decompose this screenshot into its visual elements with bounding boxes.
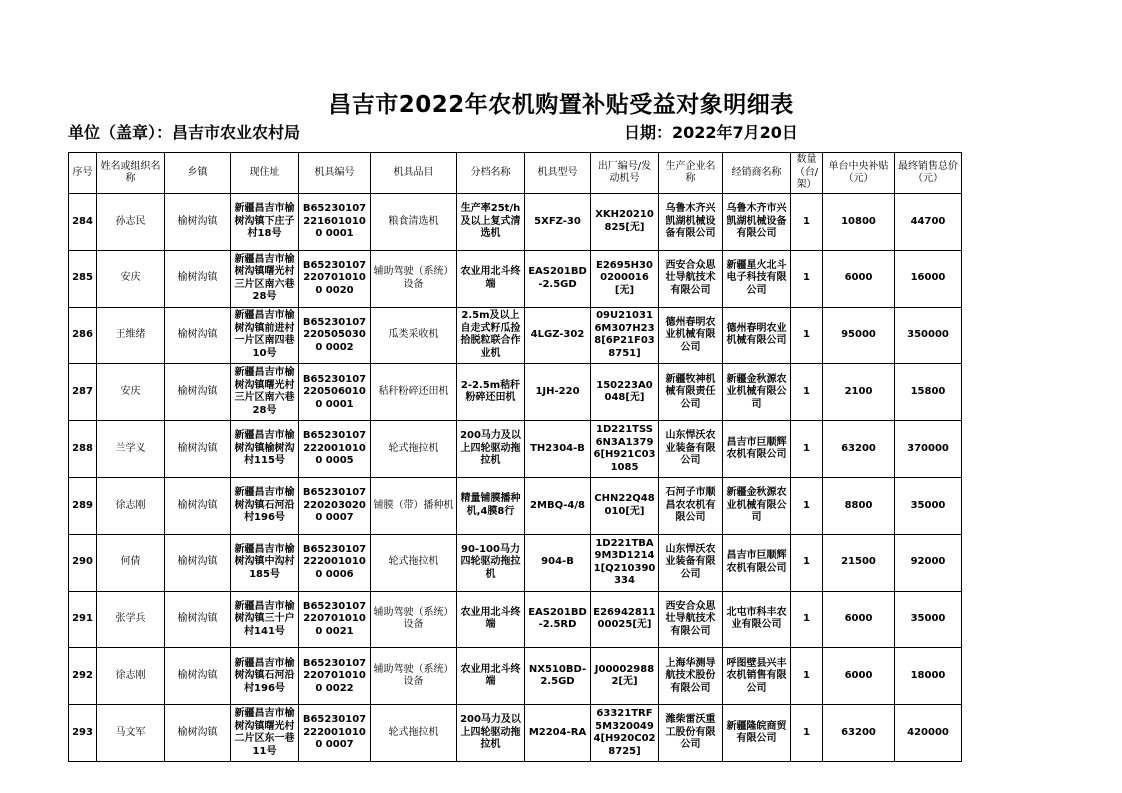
name-cell: 马文军 xyxy=(97,705,165,762)
address-cell: 新疆昌吉市榆树沟镇曙光村二片区东一巷11号 xyxy=(231,705,299,762)
model-cell: M2204-RA xyxy=(525,705,591,762)
category-cell: 轮式拖拉机 xyxy=(371,705,457,762)
name-cell: 安庆 xyxy=(97,250,165,307)
grade-cell: 农业用北斗终端 xyxy=(457,250,525,307)
serial-cell: CHN22Q48010[无] xyxy=(591,477,659,534)
price-cell: 350000 xyxy=(895,307,962,364)
grade-cell: 农业用北斗终端 xyxy=(457,648,525,705)
price-cell: 420000 xyxy=(895,705,962,762)
col-header: 数量（台/架） xyxy=(791,153,823,194)
subsidy-cell: 21500 xyxy=(823,534,895,591)
category-cell: 秸秆粉碎还田机 xyxy=(371,364,457,421)
grade-cell: 90-100马力四轮驱动拖拉机 xyxy=(457,534,525,591)
model-cell: 1JH-220 xyxy=(525,364,591,421)
col-header: 乡镇 xyxy=(165,153,231,194)
address-cell: 新疆昌吉市榆树沟镇前进村一片区南四巷10号 xyxy=(231,307,299,364)
qty-cell: 1 xyxy=(791,194,823,251)
seq-cell: 289 xyxy=(69,477,97,534)
seq-cell: 288 xyxy=(69,421,97,478)
serial-cell: 1D221TSS6N3A13796[H921C031085 xyxy=(591,421,659,478)
address-cell: 新疆昌吉市榆树沟镇曙光村三片区南六巷28号 xyxy=(231,364,299,421)
address-cell: 新疆昌吉市榆树沟镇曙光村三片区南六巷28号 xyxy=(231,250,299,307)
seq-cell: 287 xyxy=(69,364,97,421)
subsidy-cell: 6000 xyxy=(823,591,895,648)
machine-no-cell: B652301072205060100 0001 xyxy=(299,364,371,421)
seq-cell: 286 xyxy=(69,307,97,364)
grade-cell: 生产率25t/h及以上复式清选机 xyxy=(457,194,525,251)
machine-no-cell: B652301072207010100 0021 xyxy=(299,591,371,648)
maker-cell: 乌鲁木齐兴凯湖机械设备有限公司 xyxy=(659,194,723,251)
serial-cell: 63321TRF5M3200494[H920C028725] xyxy=(591,705,659,762)
maker-cell: 石河子市顺昌农农机有限公司 xyxy=(659,477,723,534)
grade-cell: 农业用北斗终端 xyxy=(457,591,525,648)
serial-cell: E2694281100025[无] xyxy=(591,591,659,648)
subsidy-cell: 63200 xyxy=(823,705,895,762)
dealer-cell: 北屯市科丰农业有限公司 xyxy=(723,591,791,648)
machine-no-cell: B652301072220010100 0005 xyxy=(299,421,371,478)
machine-no-cell: B652301072220010100 0006 xyxy=(299,534,371,591)
category-cell: 粮食清选机 xyxy=(371,194,457,251)
address-cell: 新疆昌吉市榆树沟镇石河沿村196号 xyxy=(231,648,299,705)
table-row xyxy=(69,364,962,421)
dealer-cell: 新疆金秋源农业机械有限公司 xyxy=(723,364,791,421)
machine-no-cell: B652301072205050300 0002 xyxy=(299,307,371,364)
grade-cell: 2-2.5m秸秆粉碎还田机 xyxy=(457,364,525,421)
category-cell: 辅助驾驶（系统）设备 xyxy=(371,591,457,648)
qty-cell: 1 xyxy=(791,364,823,421)
table-header-row xyxy=(69,153,962,194)
serial-cell: 1D221TBA9M3D12141[Q210390334 xyxy=(591,534,659,591)
col-header: 姓名或组织名称 xyxy=(97,153,165,194)
seq-cell: 284 xyxy=(69,194,97,251)
address-cell: 新疆昌吉市榆树沟镇榆树沟村115号 xyxy=(231,421,299,478)
subsidy-cell: 6000 xyxy=(823,648,895,705)
machine-no-cell: B652301072207010100 0022 xyxy=(299,648,371,705)
price-cell: 18000 xyxy=(895,648,962,705)
dealer-cell: 新疆隆皖商贸有限公司 xyxy=(723,705,791,762)
subsidy-table xyxy=(68,152,962,762)
model-cell: 4LGZ-302 xyxy=(525,307,591,364)
table-row xyxy=(69,591,962,648)
unit-label: 单位（盖章）：昌吉市农业农村局 xyxy=(68,123,301,142)
table-row xyxy=(69,250,962,307)
serial-cell: XKH20210825[无] xyxy=(591,194,659,251)
model-cell: 2MBQ-4/8 xyxy=(525,477,591,534)
category-cell: 轮式拖拉机 xyxy=(371,421,457,478)
price-cell: 35000 xyxy=(895,477,962,534)
subsidy-cell: 2100 xyxy=(823,364,895,421)
machine-no-cell: B652301072220010100 0007 xyxy=(299,705,371,762)
dealer-cell: 呼图壁县兴丰农机销售有限公司 xyxy=(723,648,791,705)
seq-cell: 290 xyxy=(69,534,97,591)
grade-cell: 200马力及以上四轮驱动拖拉机 xyxy=(457,421,525,478)
seq-cell: 293 xyxy=(69,705,97,762)
model-cell: NX510BD-2.5GD xyxy=(525,648,591,705)
town-cell: 榆树沟镇 xyxy=(165,534,231,591)
town-cell: 榆树沟镇 xyxy=(165,194,231,251)
maker-cell: 山东悍沃农业装备有限公司 xyxy=(659,534,723,591)
town-cell: 榆树沟镇 xyxy=(165,364,231,421)
date-label: 日期：2022年7月20日 xyxy=(624,123,798,142)
address-cell: 新疆昌吉市榆树沟镇三十户村141号 xyxy=(231,591,299,648)
name-cell: 徐志刚 xyxy=(97,648,165,705)
maker-cell: 山东悍沃农业装备有限公司 xyxy=(659,421,723,478)
dealer-cell: 昌吉市巨顺辉农机有限公司 xyxy=(723,421,791,478)
model-cell: TH2304-B xyxy=(525,421,591,478)
qty-cell: 1 xyxy=(791,648,823,705)
maker-cell: 上海华测导航技术股份有限公司 xyxy=(659,648,723,705)
table-row xyxy=(69,307,962,364)
maker-cell: 新疆牧神机械有限责任公司 xyxy=(659,364,723,421)
address-cell: 新疆昌吉市榆树沟镇石河沿村196号 xyxy=(231,477,299,534)
qty-cell: 1 xyxy=(791,307,823,364)
dealer-cell: 新疆金秋源农业机械有限公司 xyxy=(723,477,791,534)
name-cell: 王维绪 xyxy=(97,307,165,364)
dealer-cell: 乌鲁木齐市兴凯湖机械设备有限公司 xyxy=(723,194,791,251)
price-cell: 15800 xyxy=(895,364,962,421)
address-cell: 新疆昌吉市榆树沟镇下庄子村18号 xyxy=(231,194,299,251)
grade-cell: 200马力及以上四轮驱动拖拉机 xyxy=(457,705,525,762)
name-cell: 兰学义 xyxy=(97,421,165,478)
price-cell: 16000 xyxy=(895,250,962,307)
seq-cell: 285 xyxy=(69,250,97,307)
maker-cell: 西安合众思壮导航技术有限公司 xyxy=(659,591,723,648)
model-cell: EAS201BD-2.5RD xyxy=(525,591,591,648)
table-row xyxy=(69,421,962,478)
town-cell: 榆树沟镇 xyxy=(165,591,231,648)
table-row xyxy=(69,648,962,705)
subsidy-cell: 95000 xyxy=(823,307,895,364)
price-cell: 35000 xyxy=(895,591,962,648)
table-row xyxy=(69,194,962,251)
col-header: 序号 xyxy=(69,153,97,194)
price-cell: 92000 xyxy=(895,534,962,591)
category-cell: 轮式拖拉机 xyxy=(371,534,457,591)
subsidy-cell: 10800 xyxy=(823,194,895,251)
serial-cell: 150223A0048[无] xyxy=(591,364,659,421)
dealer-cell: 昌吉市巨顺辉农机有限公司 xyxy=(723,534,791,591)
machine-no-cell: B652301072207010100 0020 xyxy=(299,250,371,307)
price-cell: 370000 xyxy=(895,421,962,478)
town-cell: 榆树沟镇 xyxy=(165,705,231,762)
serial-cell: E2695H300200016[无] xyxy=(591,250,659,307)
town-cell: 榆树沟镇 xyxy=(165,648,231,705)
subsidy-cell: 63200 xyxy=(823,421,895,478)
col-header: 机具型号 xyxy=(525,153,591,194)
town-cell: 榆树沟镇 xyxy=(165,307,231,364)
model-cell: EAS201BD-2.5GD xyxy=(525,250,591,307)
col-header: 单台中央补贴（元） xyxy=(823,153,895,194)
town-cell: 榆树沟镇 xyxy=(165,477,231,534)
category-cell: 铺膜（带）播种机 xyxy=(371,477,457,534)
model-cell: 5XFZ-30 xyxy=(525,194,591,251)
category-cell: 辅助驾驶（系统）设备 xyxy=(371,648,457,705)
col-header: 最终销售总价（元） xyxy=(895,153,962,194)
col-header: 经销商名称 xyxy=(723,153,791,194)
col-header: 出厂编号/发动机号 xyxy=(591,153,659,194)
name-cell: 安庆 xyxy=(97,364,165,421)
col-header: 生产企业名称 xyxy=(659,153,723,194)
qty-cell: 1 xyxy=(791,250,823,307)
grade-cell: 精量铺膜播种机,4膜8行 xyxy=(457,477,525,534)
maker-cell: 潍柴雷沃重工股份有限公司 xyxy=(659,705,723,762)
seq-cell: 292 xyxy=(69,648,97,705)
qty-cell: 1 xyxy=(791,421,823,478)
name-cell: 徐志刚 xyxy=(97,477,165,534)
machine-no-cell: B652301072216010100 0001 xyxy=(299,194,371,251)
serial-cell: 09U210316M307H238[6P21F038751] xyxy=(591,307,659,364)
category-cell: 辅助驾驶（系统）设备 xyxy=(371,250,457,307)
name-cell: 孙志民 xyxy=(97,194,165,251)
qty-cell: 1 xyxy=(791,591,823,648)
col-header: 机具编号 xyxy=(299,153,371,194)
col-header: 现住址 xyxy=(231,153,299,194)
table-row xyxy=(69,534,962,591)
address-cell: 新疆昌吉市榆树沟镇中沟村185号 xyxy=(231,534,299,591)
qty-cell: 1 xyxy=(791,534,823,591)
name-cell: 张学兵 xyxy=(97,591,165,648)
category-cell: 瓜类采收机 xyxy=(371,307,457,364)
name-cell: 何倩 xyxy=(97,534,165,591)
subsidy-cell: 6000 xyxy=(823,250,895,307)
table-row xyxy=(69,477,962,534)
serial-cell: J000029882[无] xyxy=(591,648,659,705)
page-title: 昌吉市2022年农机购置补贴受益对象明细表 xyxy=(328,92,794,118)
maker-cell: 西安合众思壮导航技术有限公司 xyxy=(659,250,723,307)
qty-cell: 1 xyxy=(791,705,823,762)
grade-cell: 2.5m及以上自走式籽瓜捡拾脱粒联合作业机 xyxy=(457,307,525,364)
dealer-cell: 新疆星火北斗电子科技有限公司 xyxy=(723,250,791,307)
seq-cell: 291 xyxy=(69,591,97,648)
table-row xyxy=(69,705,962,762)
qty-cell: 1 xyxy=(791,477,823,534)
subsidy-cell: 8800 xyxy=(823,477,895,534)
price-cell: 44700 xyxy=(895,194,962,251)
model-cell: 904-B xyxy=(525,534,591,591)
town-cell: 榆树沟镇 xyxy=(165,421,231,478)
col-header: 机具品目 xyxy=(371,153,457,194)
maker-cell: 德州春明农业机械有限公司 xyxy=(659,307,723,364)
town-cell: 榆树沟镇 xyxy=(165,250,231,307)
machine-no-cell: B652301072202030200 0007 xyxy=(299,477,371,534)
dealer-cell: 德州春明农业机械有限公司 xyxy=(723,307,791,364)
col-header: 分档名称 xyxy=(457,153,525,194)
